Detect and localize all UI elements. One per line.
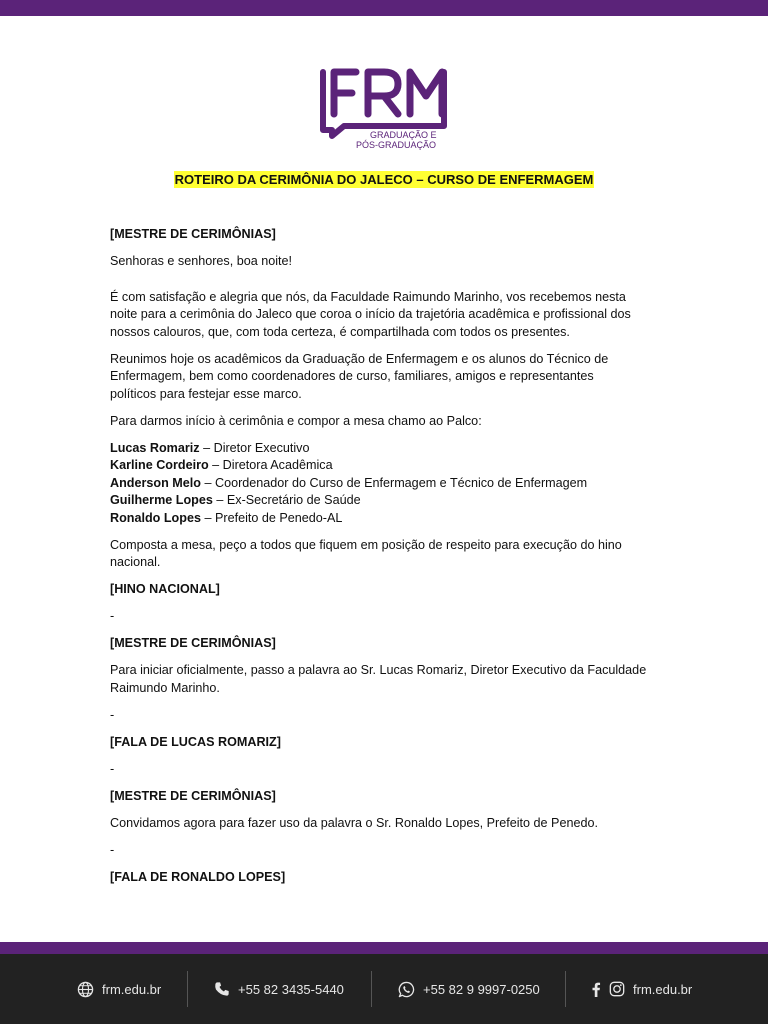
footer-social-text: frm.edu.br: [633, 981, 693, 997]
document-body: [110, 226, 660, 886]
guest-item: Guilherme Lopes – Ex-Secretário de Saúde: [110, 493, 361, 507]
mc-heading-3: [MESTRE DE CERIMÔNIAS]: [110, 788, 276, 803]
anthem-heading: [HINO NACIONAL]: [110, 582, 220, 596]
guest-item: Lucas Romariz – Diretor Executivo: [110, 440, 310, 455]
guest-item: Karline Cordeiro – Diretora Acadêmica: [110, 458, 333, 472]
document-title: ROTEIRO DA CERIMÔNIA DO JALECO – CURSO DE ENFERMAGEM: [174, 172, 594, 187]
paragraph-anthem: Composta a mesa, peço a todos que fiquem em posição de respeito para execução do hino nacional.: [110, 537, 622, 569]
footer-divider: [565, 971, 566, 1007]
facebook-icon[interactable]: [591, 981, 601, 998]
footer: [0, 954, 768, 1024]
footer-phone[interactable]: [214, 980, 344, 998]
greeting: Senhoras e senhores, boa noite!: [110, 254, 293, 268]
document-title-row: [0, 171, 768, 189]
paragraph-invite-mayor: Convidamos agora para fazer uso da palavra o Sr. Ronaldo Lopes, Prefeito de Penedo.: [110, 815, 598, 830]
guest-list: [110, 440, 660, 528]
footer-whatsapp[interactable]: [398, 980, 540, 998]
footer-divider: [371, 971, 372, 1007]
mc-heading-2: [MESTRE DE CERIMÔNIAS]: [110, 636, 276, 650]
guest-item: Ronaldo Lopes – Prefeito de Penedo-AL: [110, 510, 343, 525]
logo-subtitle-2: PÓS-GRADUAÇÃO: [356, 140, 437, 150]
whatsapp-icon: [398, 981, 415, 998]
instagram-icon[interactable]: [609, 981, 625, 997]
speech-heading-lucas: [FALA DE LUCAS ROMARIZ]: [110, 734, 281, 749]
footer-social[interactable]: [591, 980, 692, 998]
bottom-accent-bar: [0, 942, 768, 954]
footer-divider: [187, 971, 188, 1007]
separator-dash: -: [110, 707, 115, 722]
footer-website-text: frm.edu.br: [102, 981, 162, 997]
paragraph-call-to-stage: Para darmos início à cerimônia e compor a mesa chamo ao Palco:: [110, 413, 482, 428]
phone-icon: [214, 981, 230, 997]
footer-website[interactable]: [77, 980, 161, 998]
logo-subtitle-1: GRADUAÇÃO E: [370, 130, 437, 140]
frm-logo: [318, 66, 452, 152]
separator-dash: -: [110, 609, 115, 623]
paragraph-opening: Para iniciar oficialmente, passo a palavra ao Sr. Lucas Romariz, Diretor Executivo da Faculdade Raimundo Marinho.: [110, 663, 647, 695]
separator-dash: -: [110, 761, 115, 776]
separator-dash: -: [110, 842, 115, 857]
globe-icon: [77, 981, 94, 998]
footer-whatsapp-text: +55 82 9 9997-0250: [423, 981, 540, 997]
paragraph-welcome: É com satisfação e alegria que nós, da Faculdade Raimundo Marinho, vos recebemos nesta noite para a cerimônia do Jaleco que coroa o início da trajetória acadêmica e profissional dos nossos calouros, que, com toda certeza, é compartilhada com todos os presentes.: [110, 289, 631, 339]
guest-item: Anderson Melo – Coordenador do Curso de Enfermagem e Técnico de Enfermagem: [110, 475, 588, 490]
paragraph-reunion: Reunimos hoje os acadêmicos da Graduação de Enfermagem e os alunos do Técnico de Enfermagem, bem como coordenadores de curso, familiares, amigos e representantes políticos para festejar esse marco.: [110, 351, 609, 401]
footer-phone-text: +55 82 3435-5440: [238, 981, 344, 997]
mc-heading-1: [MESTRE DE CERIMÔNIAS]: [110, 227, 276, 241]
top-accent-bar: [0, 0, 768, 16]
speech-heading-ronaldo: [FALA DE RONALDO LOPES]: [110, 869, 286, 884]
